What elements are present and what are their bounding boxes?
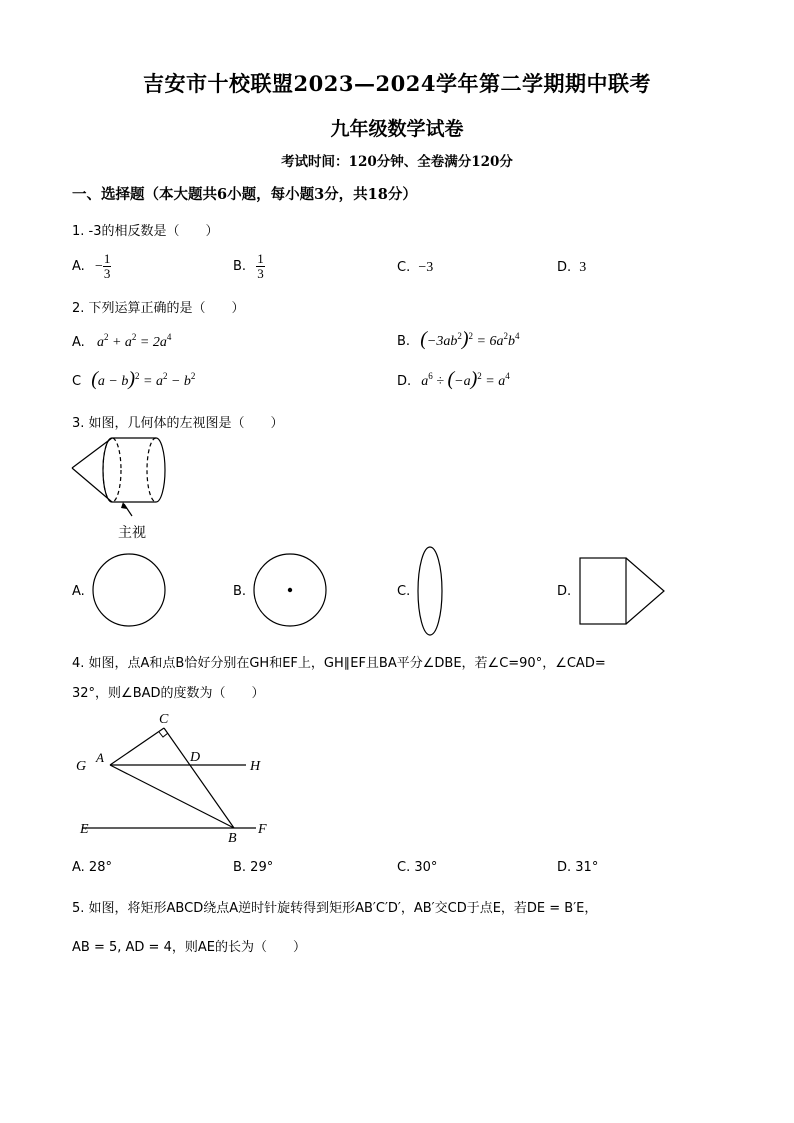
q1-b-label: B. <box>233 259 247 274</box>
q3-b-label: B. <box>233 584 247 599</box>
q5-stem-line2: AB = 5, AD = 4，则AE的长为（ ） <box>72 940 306 955</box>
q4-label-d: D <box>190 750 201 765</box>
q3-option-d-square-triangle <box>578 556 668 626</box>
q1-a-sign: − <box>94 259 103 274</box>
q1-option-a <box>72 252 111 281</box>
q2-stem: 2. 下列运算正确的是（ ） <box>72 301 245 316</box>
q1-a-label: A. <box>72 259 85 274</box>
q4-label-c: C <box>159 712 169 727</box>
q4-geometry-figure <box>70 708 280 848</box>
exam-info: 考试时间：120分钟、全卷满分120分 <box>281 154 513 170</box>
q2-c-expr: $(a - b)^2 = a^2 - b^2$ <box>91 368 196 390</box>
q3-a-label: A. <box>72 584 85 599</box>
q3-stem: 3. 如图，几何体的左视图是（ ） <box>72 416 284 431</box>
q1-c-text: −3 <box>418 260 434 275</box>
q4-label-g: G <box>76 759 87 774</box>
q4-option-d: D. 31° <box>557 860 599 875</box>
q1-option-d <box>557 260 586 276</box>
q2-a-expr: $a^2 + a^2 = 2a^4$ <box>96 332 172 350</box>
q5-stem-line1: 5. 如图，将矩形ABCD绕点A逆时针旋转得到矩形AB′C′D′，AB′交CD于点E，若DE = B′E， <box>72 901 598 916</box>
q3-d-label: D. <box>557 584 572 599</box>
q1-b-fraction <box>256 252 265 281</box>
q3-c-label: C. <box>397 584 411 599</box>
q3-solid-figure <box>60 430 190 520</box>
q4-label-f: F <box>258 822 267 837</box>
q2-c-label: C <box>72 374 82 389</box>
q2-d-expr: $a^6 \div (-a)^2 = a^4$ <box>421 368 510 390</box>
q1-b-num: 1 <box>257 251 264 266</box>
q4-option-a: A. 28° <box>72 860 112 875</box>
q2-d-label: D. <box>397 374 412 389</box>
q1-c-label: C. <box>397 260 411 275</box>
exam-title: 吉安市十校联盟2023—2024学年第二学期期中联考 <box>143 71 651 96</box>
q4-stem-line2: 32°，则∠BAD的度数为（ ） <box>72 686 265 701</box>
q1-a-den: 3 <box>103 266 111 281</box>
q2-option-b <box>397 328 519 351</box>
q3-option-b-circle-dot <box>253 553 329 629</box>
q2-b-expr: $(-3ab^2)^2 = 6a^2b^4$ <box>420 328 520 350</box>
section-heading: 一、选择题（本大题共6小题，每小题3分，共18分） <box>72 186 417 203</box>
q4-stem-line1: 4. 如图，点A和点B恰好分别在GH和EF上，GH∥EF且BA平分∠DBE，若∠C=90°，∠CAD= <box>72 656 606 671</box>
q3-option-c-ellipse <box>414 546 446 638</box>
q1-stem: 1. -3的相反数是（ ） <box>72 224 219 239</box>
q4-option-b: B. 29° <box>233 860 274 875</box>
q3-option-a-circle <box>92 553 168 629</box>
q1-a-fraction <box>103 252 112 281</box>
q4-label-b: B <box>228 831 237 846</box>
q2-b-label: B. <box>397 334 411 349</box>
exam-subtitle: 九年级数学试卷 <box>330 118 464 140</box>
q2-a-label: A. <box>72 335 85 350</box>
q4-label-h: H <box>250 759 261 774</box>
q1-option-b <box>233 252 265 281</box>
q2-option-d <box>397 368 510 391</box>
q2-option-c <box>72 368 195 391</box>
q4-label-e: E <box>80 822 89 837</box>
q3-view-label: 主视 <box>118 525 146 541</box>
q1-d-label: D. <box>557 260 572 275</box>
q1-b-den: 3 <box>257 266 264 281</box>
q1-option-c <box>397 260 433 276</box>
q4-label-a: A <box>96 750 104 765</box>
q1-d-text: 3 <box>579 260 587 275</box>
q1-a-num: 1 <box>103 251 111 266</box>
q4-option-c: C. 30° <box>397 860 438 875</box>
q2-option-a <box>72 332 171 351</box>
